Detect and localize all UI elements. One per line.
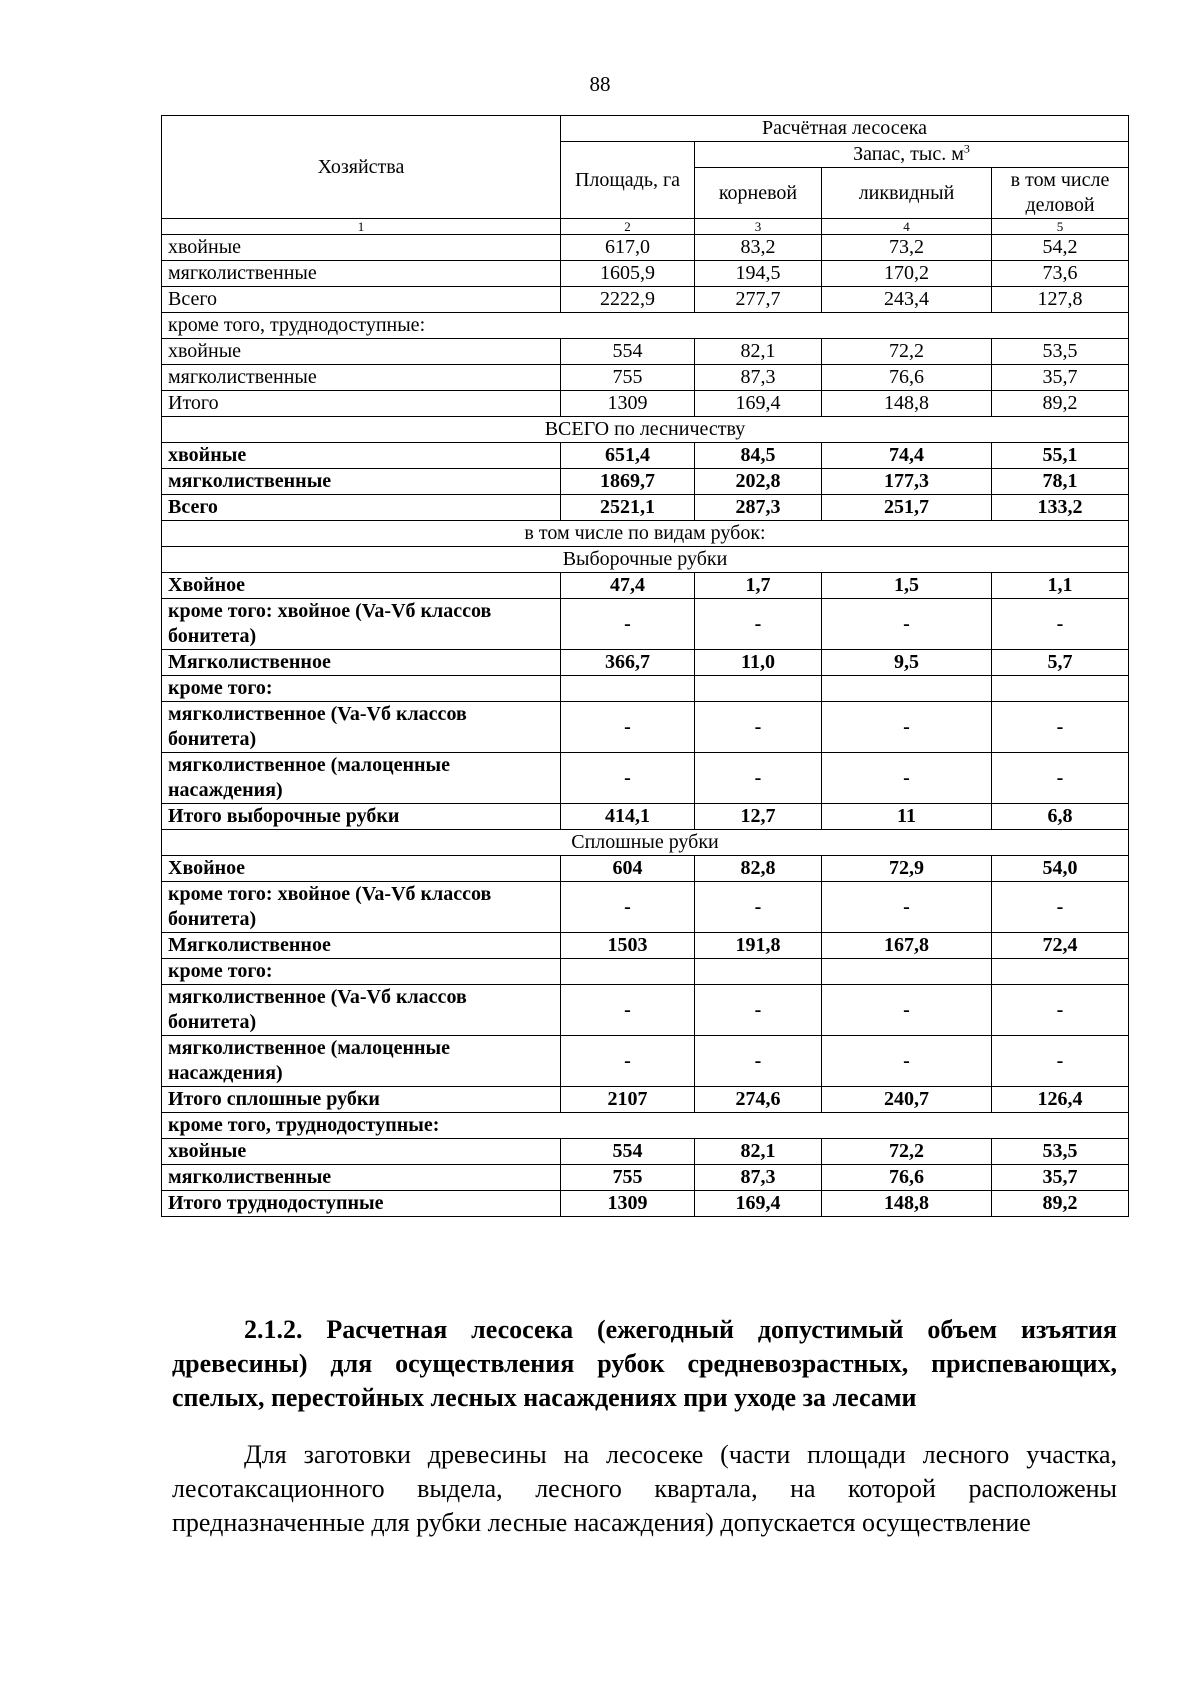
cell-value: 243,4 <box>822 287 992 313</box>
table-row <box>162 1139 1129 1165</box>
cell-value: - <box>992 599 1129 650</box>
cell-value: 84,5 <box>695 443 822 469</box>
section-row <box>162 521 1129 547</box>
cell-value: 54,2 <box>992 235 1129 261</box>
section-row-cell: Выборочные рубки <box>162 547 1129 573</box>
table-row <box>162 573 1129 599</box>
cell-value: - <box>695 599 822 650</box>
cell-value: 82,1 <box>695 339 822 365</box>
cell-value: 366,7 <box>561 650 695 676</box>
cell-value: 87,3 <box>695 1165 822 1191</box>
cell-value: 1,5 <box>822 573 992 599</box>
cell-value: - <box>695 1036 822 1087</box>
subheading-row <box>162 313 1129 339</box>
cell-value: 73,6 <box>992 261 1129 287</box>
header-farms: Хозяйства <box>162 116 561 219</box>
table-row <box>162 856 1129 882</box>
cell-value: 53,5 <box>992 1139 1129 1165</box>
cell-value: 251,7 <box>822 495 992 521</box>
subheading-label: кроме того, труднодоступные: <box>162 1113 1129 1139</box>
cell-value: 82,8 <box>695 856 822 882</box>
cell-value: 1309 <box>561 391 695 417</box>
cell-value: 1605,9 <box>561 261 695 287</box>
header-business: в том числе деловой <box>992 168 1129 219</box>
cell-value: 1869,7 <box>561 469 695 495</box>
cell-value: 9,5 <box>822 650 992 676</box>
cell-value: 169,4 <box>695 1191 822 1217</box>
cell-value: 72,2 <box>822 339 992 365</box>
table-row <box>162 235 1129 261</box>
row-label: кроме того: хвойное (Va-Vб классов бонитета) <box>162 882 561 933</box>
row-label: мягколиственные <box>162 469 561 495</box>
row-label: хвойные <box>162 339 561 365</box>
section-row <box>162 417 1129 443</box>
cell-value: 78,1 <box>992 469 1129 495</box>
row-label: Всего <box>162 287 561 313</box>
cell-value: - <box>822 753 992 804</box>
cell-value: 54,0 <box>992 856 1129 882</box>
harvest-table <box>161 115 1129 1217</box>
row-label: мягколиственное (Va-Vб классов бонитета) <box>162 702 561 753</box>
cell-value: 1309 <box>561 1191 695 1217</box>
cell-value: 89,2 <box>992 1191 1129 1217</box>
cell-value: 72,2 <box>822 1139 992 1165</box>
cell-value: - <box>695 882 822 933</box>
cell-value: - <box>695 985 822 1036</box>
cell-value: 53,5 <box>992 339 1129 365</box>
cell-value: 1,7 <box>695 573 822 599</box>
cell-value <box>992 676 1129 702</box>
cell-value <box>695 676 822 702</box>
cell-value: - <box>561 985 695 1036</box>
table-row <box>162 495 1129 521</box>
table-row <box>162 1165 1129 1191</box>
section-row <box>162 547 1129 573</box>
table-row <box>162 391 1129 417</box>
table-row <box>162 599 1129 650</box>
table-row <box>162 804 1129 830</box>
table-row <box>162 1036 1129 1087</box>
row-label: хвойные <box>162 235 561 261</box>
cell-value: - <box>822 599 992 650</box>
cell-value: 127,8 <box>992 287 1129 313</box>
cell-value: 191,8 <box>695 933 822 959</box>
cell-value: 240,7 <box>822 1087 992 1113</box>
cell-value: 11 <box>822 804 992 830</box>
table-row <box>162 261 1129 287</box>
cell-value: 47,4 <box>561 573 695 599</box>
table-row <box>162 443 1129 469</box>
table-row <box>162 365 1129 391</box>
table-row <box>162 339 1129 365</box>
cell-value: 72,9 <box>822 856 992 882</box>
cell-value: 170,2 <box>822 261 992 287</box>
cell-value: 277,7 <box>695 287 822 313</box>
row-label: кроме того: хвойное (Va-Vб классов бонитета) <box>162 599 561 650</box>
cell-value: 148,8 <box>822 391 992 417</box>
cell-value: 554 <box>561 339 695 365</box>
cell-value: 55,1 <box>992 443 1129 469</box>
cell-value: 274,6 <box>695 1087 822 1113</box>
cell-value: 11,0 <box>695 650 822 676</box>
cell-value: 35,7 <box>992 1165 1129 1191</box>
cell-value: 755 <box>561 365 695 391</box>
row-label: Итого <box>162 391 561 417</box>
cell-value: - <box>992 702 1129 753</box>
cell-value: 82,1 <box>695 1139 822 1165</box>
cell-value: 74,4 <box>822 443 992 469</box>
section-heading: 2.1.2. Расчетная лесосека (ежегодный допустимый объем изъятия древесины) для осуществления рубок средневозрастных, приспевающих, спелых, перестойных лесных насаждениях при уходе за лесами <box>172 1315 1117 1412</box>
header-stock: Запас, тыс. $м^3$ <box>695 142 1129 168</box>
row-label: мягколиственные <box>162 261 561 287</box>
row-label: кроме того: <box>162 959 561 985</box>
cell-value: 1,1 <box>992 573 1129 599</box>
cell-value: - <box>561 1036 695 1087</box>
cell-value: - <box>561 882 695 933</box>
row-label: кроме того: <box>162 676 561 702</box>
cell-value: 554 <box>561 1139 695 1165</box>
index-row: 1 2 3 4 5 <box>162 219 1129 235</box>
cell-value: 6,8 <box>992 804 1129 830</box>
cell-value: 72,4 <box>992 933 1129 959</box>
cell-value: 755 <box>561 1165 695 1191</box>
section-row-cell: Сплошные рубки <box>162 830 1129 856</box>
table-row <box>162 959 1129 985</box>
row-label: хвойные <box>162 443 561 469</box>
cell-value: - <box>992 882 1129 933</box>
cell-value: 617,0 <box>561 235 695 261</box>
cell-value: - <box>822 1036 992 1087</box>
body-paragraph: Для заготовки древесины на лесосеке (части площади лесного участка, лесотаксационного выдела, лесного квартала, на которой расположены предназначенные для рубки лесные насаждения) допускается осуществление <box>172 1440 1117 1537</box>
cell-value: 5,7 <box>992 650 1129 676</box>
cell-value: 604 <box>561 856 695 882</box>
cell-value: 76,6 <box>822 1165 992 1191</box>
cell-value: - <box>992 1036 1129 1087</box>
cell-value <box>822 959 992 985</box>
row-label: Мягколиственное <box>162 650 561 676</box>
cell-value <box>561 676 695 702</box>
table-row <box>162 882 1129 933</box>
cell-value: 287,3 <box>695 495 822 521</box>
cell-value <box>561 959 695 985</box>
table-row <box>162 1191 1129 1217</box>
cell-value: 2107 <box>561 1087 695 1113</box>
table-row <box>162 753 1129 804</box>
header-area: Площадь, га <box>561 142 695 219</box>
table-row <box>162 1087 1129 1113</box>
cell-value: 167,8 <box>822 933 992 959</box>
cell-value: 2521,1 <box>561 495 695 521</box>
cell-value: - <box>695 753 822 804</box>
section-row <box>162 830 1129 856</box>
cell-value: - <box>992 753 1129 804</box>
table-row <box>162 650 1129 676</box>
table-row <box>162 985 1129 1036</box>
row-label: Итого сплошные рубки <box>162 1087 561 1113</box>
cell-value: - <box>561 702 695 753</box>
row-label: Мягколиственное <box>162 933 561 959</box>
header-group: Расчётная лесосека <box>561 116 1129 142</box>
row-label: хвойные <box>162 1139 561 1165</box>
cell-value: - <box>822 702 992 753</box>
row-label: Итого выборочные рубки <box>162 804 561 830</box>
row-label: Хвойное <box>162 856 561 882</box>
row-label: Итого труднодоступные <box>162 1191 561 1217</box>
cell-value: 2222,9 <box>561 287 695 313</box>
cell-value <box>992 959 1129 985</box>
cell-value: 194,5 <box>695 261 822 287</box>
cell-value: - <box>561 599 695 650</box>
row-label: мягколиственные <box>162 365 561 391</box>
cell-value: 1503 <box>561 933 695 959</box>
table-row <box>162 469 1129 495</box>
row-label: мягколиственное (Va-Vб классов бонитета) <box>162 985 561 1036</box>
section-row-cell: ВСЕГО по лесничеству <box>162 417 1129 443</box>
cell-value: 202,8 <box>695 469 822 495</box>
cell-value: 73,2 <box>822 235 992 261</box>
cell-value: - <box>992 985 1129 1036</box>
cell-value: 414,1 <box>561 804 695 830</box>
cell-value <box>695 959 822 985</box>
cell-value: 35,7 <box>992 365 1129 391</box>
table-row <box>162 676 1129 702</box>
row-label: мягколиственное (малоценные насаждения) <box>162 753 561 804</box>
row-label: Всего <box>162 495 561 521</box>
cell-value: - <box>561 753 695 804</box>
cell-value: - <box>822 882 992 933</box>
row-label: Хвойное <box>162 573 561 599</box>
cell-value: 87,3 <box>695 365 822 391</box>
table-row <box>162 287 1129 313</box>
row-label: мягколиственные <box>162 1165 561 1191</box>
header-liquid: ликвидный <box>822 168 992 219</box>
table-row <box>162 702 1129 753</box>
cell-value: 83,2 <box>695 235 822 261</box>
page-number: 88 <box>589 72 611 96</box>
table-row <box>162 933 1129 959</box>
cell-value: 148,8 <box>822 1191 992 1217</box>
row-label: мягколиственное (малоценные насаждения) <box>162 1036 561 1087</box>
header-root: корневой <box>695 168 822 219</box>
subheading-row <box>162 1113 1129 1139</box>
cell-value: - <box>822 985 992 1036</box>
cell-value: 126,4 <box>992 1087 1129 1113</box>
cell-value: 89,2 <box>992 391 1129 417</box>
cell-value: 177,3 <box>822 469 992 495</box>
cell-value: 133,2 <box>992 495 1129 521</box>
cell-value: - <box>695 702 822 753</box>
subheading-label: кроме того, труднодоступные: <box>162 313 1129 339</box>
cell-value: 169,4 <box>695 391 822 417</box>
cell-value: 651,4 <box>561 443 695 469</box>
cell-value: 76,6 <box>822 365 992 391</box>
cell-value <box>822 676 992 702</box>
section-row-cell: в том числе по видам рубок: <box>162 521 1129 547</box>
cell-value: 12,7 <box>695 804 822 830</box>
